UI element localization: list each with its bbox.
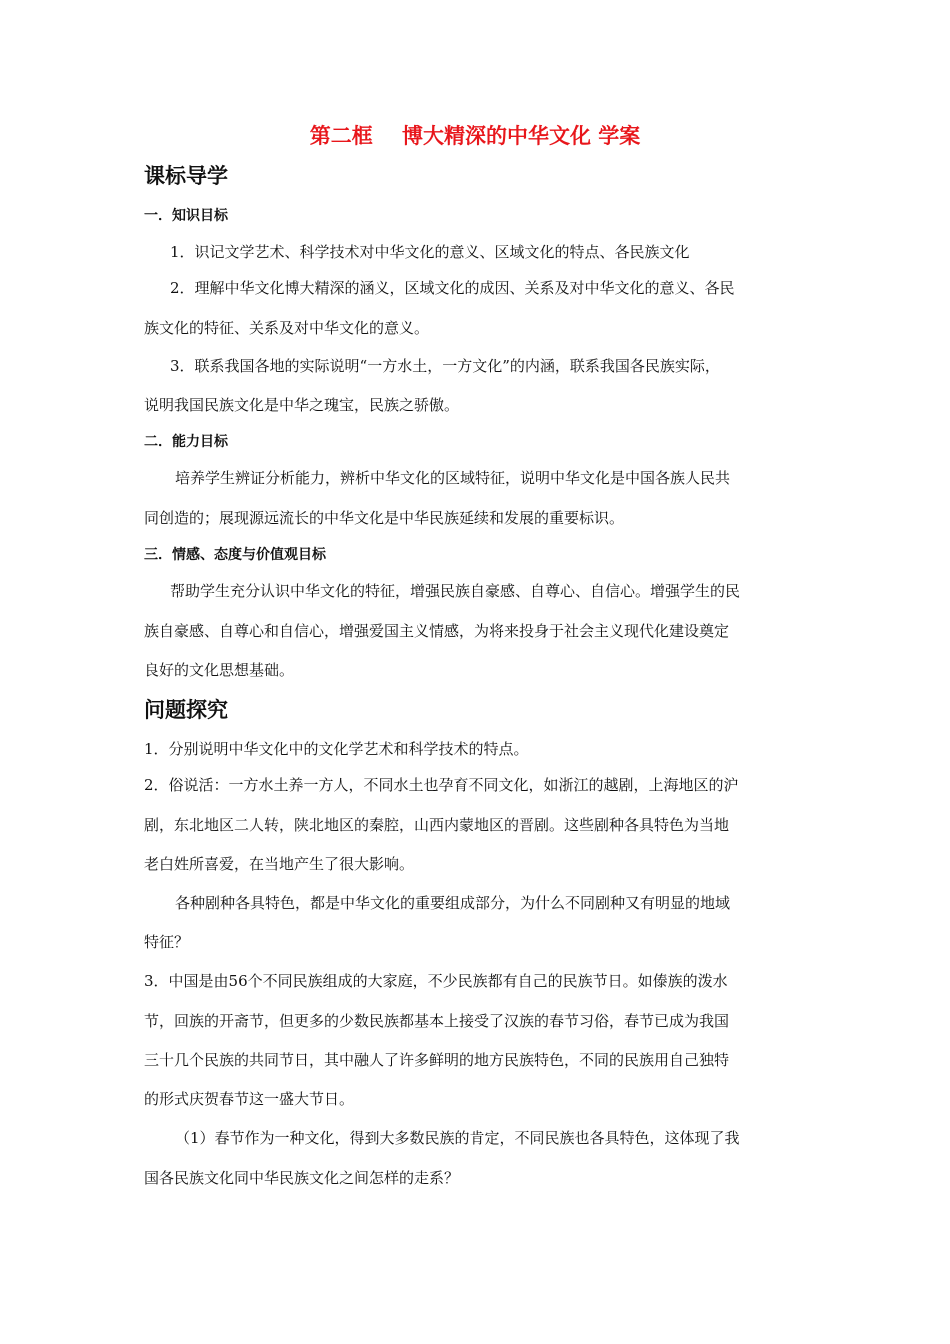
paragraph-line: 各种剧种各具特色，都是中华文化的重要组成部分，为什么不同剧种又有明显的地域 — [175, 894, 731, 912]
paragraph-line: 同创造的；展现源远流长的中华文化是中华民族延续和发展的重要标识。 — [144, 509, 625, 527]
paragraph-line: 国各民族文化同中华民族文化之间怎样的走系？ — [144, 1169, 460, 1187]
section-heading-problem-inquiry: 问题探究 — [144, 698, 228, 722]
paragraph-line: 说明我国民族文化是中华之瑰宝，民族之骄傲。 — [144, 396, 460, 414]
paragraph-line: 族自豪感、自尊心和自信心，增强爱国主义情感，为将来投身于社会主义现代化建设奠定 — [144, 622, 730, 640]
page-title: 第二框 博大精深的中华文化 学案 — [309, 124, 641, 148]
paragraph-line: 三十几个民族的共同节日，其中融人了许多鲜明的地方民族特色，不同的民族用自己独特 — [144, 1051, 730, 1069]
subheading-emotion-goals: 三．情感、态度与价值观目标 — [144, 547, 326, 563]
paragraph-line: 3．联系我国各地的实际说明“一方水土，一方文化”的内涵，联系我国各民族实际， — [170, 357, 720, 375]
paragraph-line: 节，回族的开斋节，但更多的少数民族都基本上接受了汉族的春节习俗，春节已成为我国 — [144, 1012, 730, 1030]
paragraph-line: 2．俗说活：一方水土养一方人，不同水土也孕育不同文化，如浙江的越剧，上海地区的沪 — [144, 776, 739, 794]
paragraph-line: 3．中国是由56个不同民族组成的大家庭，不少民族都有自己的民族节日。如傣族的泼水 — [144, 972, 728, 990]
paragraph-line: 培养学生辨证分析能力，辨析中华文化的区域特征，说明中华文化是中国各族人民共 — [175, 469, 731, 487]
paragraph-line: 族文化的特征、关系及对中华文化的意义。 — [144, 319, 430, 337]
paragraph-line: 良好的文化思想基础。 — [144, 661, 295, 679]
paragraph-line: 帮助学生充分认识中华文化的特征，增强民族自豪感、自尊心、自信心。增强学生的民 — [170, 582, 741, 600]
paragraph-line: 特征？ — [144, 933, 190, 951]
paragraph-line: 剧，东北地区二人转，陕北地区的秦腔，山西内蒙地区的晋剧。这些剧种各具特色为当地 — [144, 816, 730, 834]
paragraph-line: （1）春节作为一种文化，得到大多数民族的肯定，不同民族也各具特色，这体现了我 — [175, 1129, 740, 1147]
section-heading-course-guide: 课标导学 — [144, 164, 228, 188]
paragraph-line: 老白姓所喜爱，在当地产生了很大影响。 — [144, 855, 415, 873]
subheading-ability-goals: 二．能力目标 — [144, 434, 228, 450]
paragraph-line: 的形式庆贺春节这一盛大节日。 — [144, 1090, 355, 1108]
paragraph-line: 2．理解中华文化博大精深的涵义，区域文化的成因、关系及对中华文化的意义、各民 — [170, 279, 735, 297]
paragraph-line: 1．分别说明中华文化中的文化学艺术和科学技术的特点。 — [144, 740, 529, 758]
subheading-knowledge-goals: 一．知识目标 — [144, 208, 228, 224]
paragraph-line: 1．识记文学艺术、科学技术对中华文化的意义、区域文化的特点、各民族文化 — [170, 243, 690, 261]
